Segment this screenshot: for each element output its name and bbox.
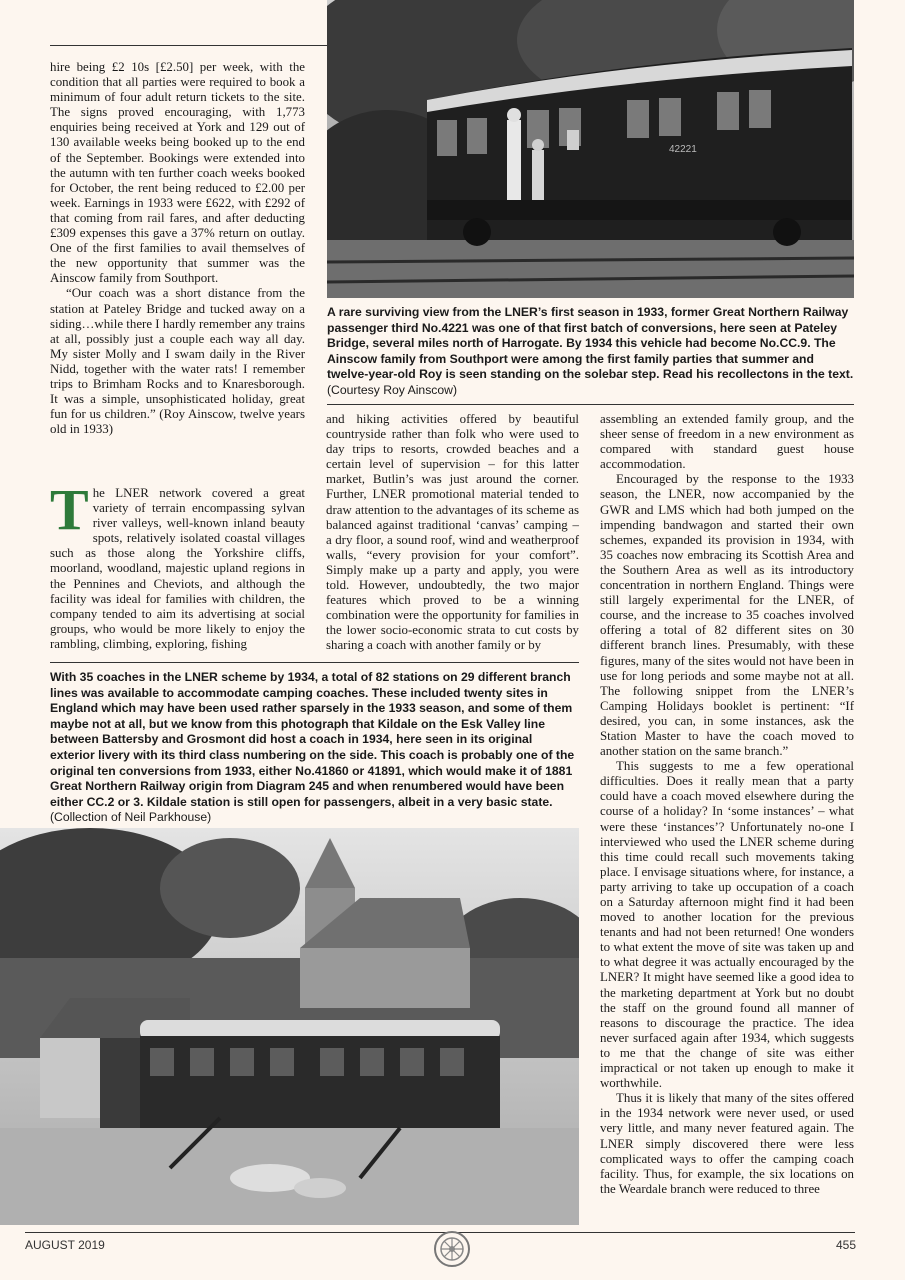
caption-mid-credit: (Collection of Neil Parkhouse): [50, 810, 212, 825]
caption-top-photo: [327, 305, 854, 399]
column-2: [326, 412, 579, 654]
caption-mid-bold: With 35 coaches in the LNER scheme by 1934, a total of 82 stations on 29 different branch lines was available to accommodate camping coaches. These included twenty sites in England which may have been used rather sparsely in the 1933 season, and some of them maybe not at all, but we know from this photograph that Kildale on the Esk Valley line between Battersby and Grosmont did host a coach in 1934, here seen in its original exterior livery with its third class numbering on the side. This coach is probably one of the original ten conversions from 1933, either No.41860 or 41891, which would make it of 1881 Great Northern Railway origin from Diagram 245 and when renumbered would have been either CC.2 or 3. Kildale station is still open for passengers, albeit in a very basic state.: [50, 670, 575, 809]
kildale-photo-illustration: [0, 828, 579, 1225]
caption-kildale-photo: [50, 670, 579, 826]
drop-cap: T: [50, 477, 89, 542]
column-1-section: [50, 477, 305, 652]
top-rule: [50, 45, 327, 46]
column-1: [50, 60, 305, 437]
col3-paragraph-2: Encouraged by the response to the 1933 season, the LNER, now accompanied by the GWR and LMS which had both jumped on the impending bandwagon and started their own schemes, expanded its provision in 1934, with 35 coaches now embracing its Scottish Area and the Southern Area as well as its introductory concentration in northern England. Things were still largely experimental for the LNER, of course, and the increase to 35 coaches involved offering a total of 82 different sites on 30 different branch lines. Presumably, with these figures, many of the sites would not have been in use for long periods and some maybe not at all. The following snippet from the LNER’s Camping Holidays booklet is pertinent: “If desired, you can, in some instances, ask the Station Master to have the coach moved to another station on the same branch.”: [600, 472, 854, 759]
col1-paragraph-3: [50, 477, 305, 652]
footer-issue-date: AUGUST 2019: [25, 1238, 105, 1252]
photo-pateley-bridge-coach: [327, 0, 854, 298]
col1-paragraph-2: “Our coach was a short distance from the station at Pateley Bridge and tucked away on a siding…while there I hardly remember any trains at all, possibly just a couple each way all day. My sister Molly and I swam daily in the River Nidd, together with the water rats! I remember trips to Brimham Rocks and to Knaresborough. It was a simple, unsophisticated holiday, great fun for us children.” (Roy Ainscow, twelve years old in 1933): [50, 286, 305, 437]
photo-kildale-coach: [0, 828, 579, 1225]
col1-paragraph-3-text: he LNER network covered a great variety of terrain encompassing sylvan river valleys, well-known inland beauty spots, relatively isolated coastal villages such as those along the Yorkshire cliffs, moorland, woodland, majestic upland regions in the Pennines and Cheviots, and although the facility was ideal for families with children, the company tended to aim its advertising at social groups, who would be more likely to enjoy the rambling, climbing, exploring, fishing: [50, 486, 305, 651]
caption-top-credit: (Courtesy Roy Ainscow): [327, 382, 458, 397]
column-3: [600, 412, 854, 1197]
col2-paragraph-1: and hiking activities offered by beautiful countryside rather than folk who were used to day trips to resorts, crowded beaches and a certain level of supervision – for this latter market, Butlin’s was just around the corner. Further, LNER promotional material tended to draw attention to the advantages of its scheme as balanced against traditional ‘canvas’ camping – a dry floor, a sound roof, wind and weatherproof walls, “every provision for your comfort”. Simply make up a party and apply, you were told. However, undoubtedly, the two major features which proved to be a winning combination were the opportunity for families in the lower socio-economic strata to cut costs by sharing a coach with another family or by: [326, 412, 579, 653]
col3-paragraph-4: Thus it is likely that many of the sites offered in the 1934 network were never used, or used very little, and many never featured again. The LNER simply discovered there were less complicated ways to offer the camping coach facility. Thus, for example, the six locations on the Weardale branch were reduced to three: [600, 1091, 854, 1196]
footer-wheel-emblem-icon: [433, 1230, 471, 1268]
caption-top-bold: A rare surviving view from the LNER’s first season in 1933, former Great Northern Railway passenger third No.4221 was one of that first batch of conversions, here seen at Pateley Bridge, several miles north of Harrogate. By 1934 this vehicle had become No.CC.9. The Ainscow family from Southport were among the first family parties that summer and twelve-year-old Roy is seen standing on the solebar step. Read his recollectons in the text.: [327, 305, 854, 382]
col1-paragraph-1: hire being £2 10s [£2.50] per week, with the condition that all parties were required to book a minimum of four adult return tickets to the site. The signs proved encouraging, with 1,773 enquiries being received at York and 129 out of 130 available weeks being booked up to the end of the September. Bookings were extended into the autumn with ten further coach weeks booked for October, the rent being reduced to £2.00 per week. Earnings in 1933 were £622, with £292 of that coming from rail fares, and after deducting £309 expenses this gave a 37% return on outlay. One of the first families to avail themselves of the new opportunity that summer was the Ainscow family from Southport.: [50, 60, 305, 286]
caption-mid-rule: [50, 662, 579, 663]
col3-paragraph-1: assembling an extended family group, and the sheer sense of freedom in a new environment as compared with standard guest house accommodation.: [600, 412, 854, 472]
page-number: 455: [836, 1238, 857, 1252]
caption-top-rule: [327, 404, 854, 405]
coach-photo-illustration: [327, 0, 854, 298]
coach-number-label: 42221: [669, 144, 697, 155]
col3-paragraph-3: This suggests to me a few operational difficulties. Does it really mean that a party could have a coach moved elsewhere during the course of a holiday? In ‘some instances’ – what were these ‘instances’? Unfortunately no-one I interviewed who used the LNER scheme during this time could recall such movements taking place. I envisage situations where, for instance, a party arriving to take up occupation of a coach on a Saturday afternoon might find it had been moved to another location for the previous tenants and had not been returned! One wonders to what extent the move of site was taken up and to what degree it was actually encouraged by the LNER? It might have seemed like a good idea to the marketing department at York but no doubt the staff on the ground found all manner of reasons to discourage the practice. The idea never surfaced again after 1934, which suggests to me that the change of site was either impractical or not taken up enough to make it worthwhile.: [600, 759, 854, 1091]
